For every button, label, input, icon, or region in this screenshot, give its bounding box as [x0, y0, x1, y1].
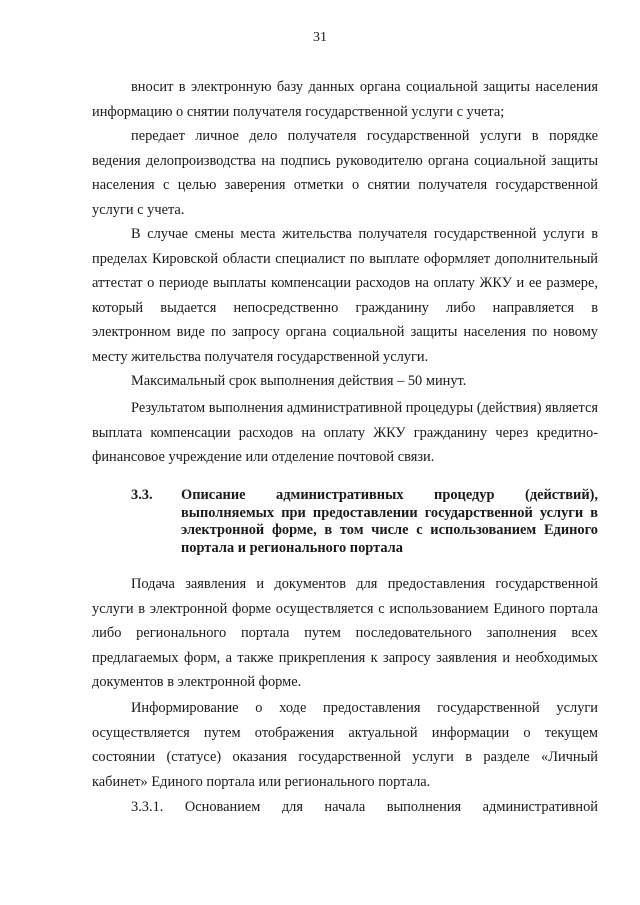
section-heading-title: Описание административных процедур (действий), выполняемых при предоставлении государственной услуги в электронной форме, в том числе с использованием Единого портала и регионального портала	[181, 487, 598, 556]
paragraph-8: 3.3.1. Основанием для начала выполнения административной	[131, 799, 598, 815]
page-number: 31	[313, 30, 327, 45]
paragraph-6: Подача заявления и документов для предоставления государственной услуги в электронной форме осуществляется с использованием Единого портала либо регионального портала путем последовательного заполнения всех предлагаемых форм, а также прикрепления к запросу заявления и необходимых документов в электронной форме.	[92, 576, 598, 690]
paragraph-7: Информирование о ходе предоставления государственной услуги осуществляется путем отображения актуальной информации о текущем состоянии (статусе) оказания государственной услуги в разделе «Личный кабинет» Единого портала или регионального портала.	[92, 700, 598, 790]
paragraph-5: Результатом выполнения административной процедуры (действия) является выплата компенсации расходов на оплату ЖКУ гражданину через кредитно-финансовое учреждение или отделение почтовой связи.	[92, 400, 598, 465]
paragraph-3: В случае смены места жительства получателя государственной услуги в пределах Кировской области специалист по выплате оформляет дополнительный аттестат о периоде выплаты компенсации расходов на оплату ЖКУ и ее размере, который выдается непосредственно гражданину либо направляется в электронном виде по запросу органа социальной защиты населения по новому месту жительства получателя государственной услуги.	[92, 226, 598, 365]
paragraph-1: вносит в электронную базу данных органа социальной защиты населения информацию о снятии получателя государственной услуги с учета;	[92, 79, 598, 120]
section-heading-number: 3.3.	[131, 487, 153, 503]
paragraph-4: Максимальный срок выполнения действия – 50 минут.	[131, 373, 467, 389]
paragraph-2: передает личное дело получателя государственной услуги в порядке ведения делопроизводства на подпись руководителю органа социальной защиты населения с целью заверения отметки о снятии получателя государственной услуги с учета.	[92, 128, 598, 218]
